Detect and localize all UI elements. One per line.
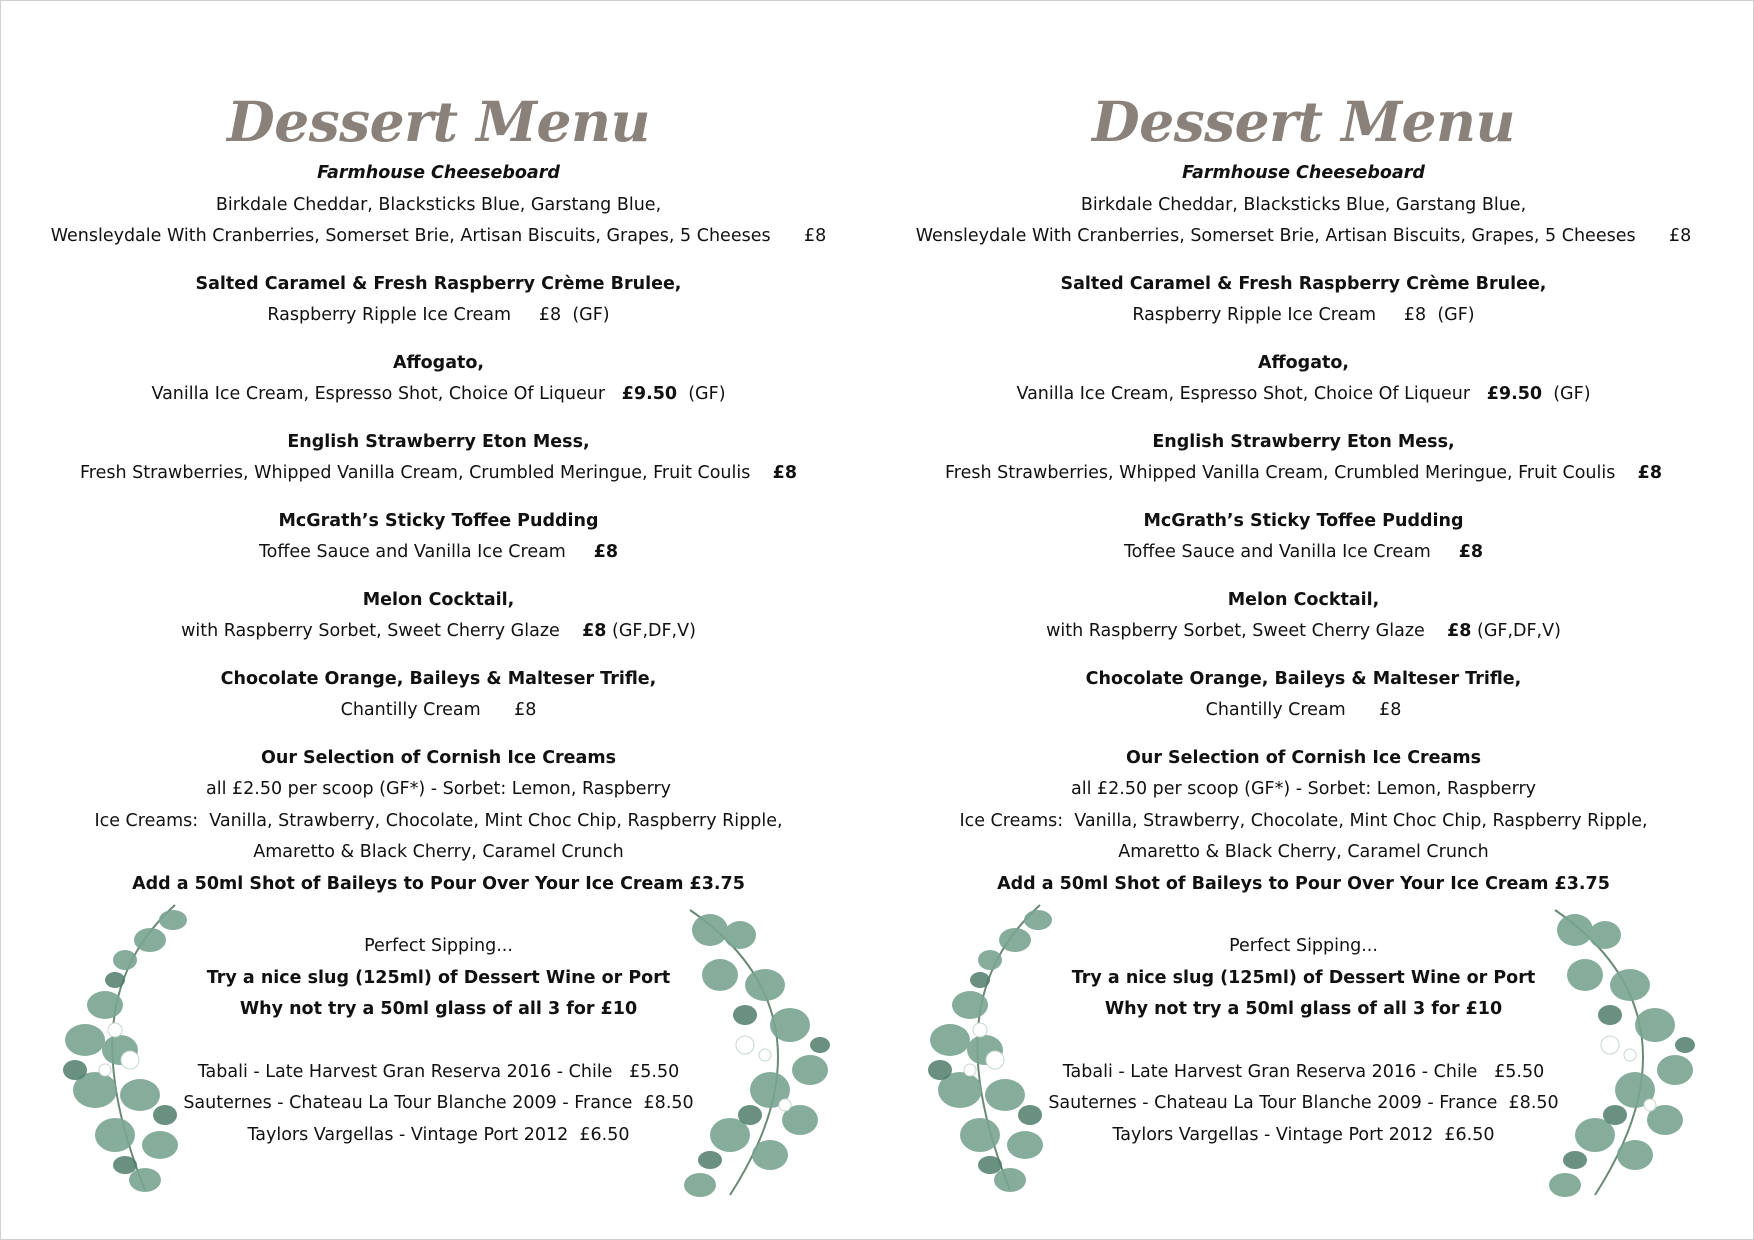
dietary-tag: (GF) [1437,305,1475,325]
item-name: Our Selection of Cornish Ice Creams [260,747,616,768]
dietary-tag: (GF) [572,305,610,325]
item-name: Affogato, [1257,352,1350,373]
item-price: £8 [593,542,619,562]
sipping-line: Why not try a 50ml glass of all 3 for £10 [239,999,638,1019]
item-price: £8 [1637,463,1662,483]
wine-item: Tabali - Late Harvest Gran Reserva 2016 - Chile £5.50 [1062,1061,1545,1082]
addon-note: Add a 50ml Shot of Baileys to Pour Over Your Ice Cream £3.75 [997,873,1610,894]
item-price: £8 [514,700,537,720]
item-price: £8 [538,305,562,325]
item-desc-text: Raspberry Ripple Ice Cream [267,305,512,325]
item-price: £8 [804,226,827,246]
item-name: Our Selection of Cornish Ice Creams [1125,747,1481,768]
item-name: Chocolate Orange, Baileys & Malteser Trifle, [1085,668,1522,689]
menu-title: Dessert Menu [227,89,650,154]
item-desc [865,695,1742,727]
item-name: English Strawberry Eton Mess, [1152,431,1455,452]
item-desc: Amaretto & Black Cherry, Caramel Crunch [1118,842,1489,862]
item-desc [865,616,1742,648]
menu-content [865,86,1742,1151]
item-price: £8 [1379,700,1402,720]
item-name: Affogato, [392,352,485,373]
sipping-line: Try a nice slug (125ml) of Dessert Wine or Port [1071,967,1536,988]
wine-item: Taylors Vargellas - Vintage Port 2012 £6.50 [1112,1124,1495,1145]
item-desc [865,458,1742,490]
item-name: Farmhouse Cheeseboard [317,163,560,183]
item-name: Chocolate Orange, Baileys & Malteser Trifle, [220,668,657,689]
item-desc-text: Toffee Sauce and Vanilla Ice Cream [1123,542,1431,562]
item-desc-text: Vanilla Ice Cream, Espresso Shot, Choice Of Liqueur [151,384,606,404]
wine-item: Sauternes - Chateau La Tour Blanche 2009 - France £8.50 [183,1093,694,1113]
item-desc [0,300,877,332]
sipping-intro: Perfect Sipping... [1229,936,1378,956]
item-desc [865,379,1742,411]
dietary-tag: (GF,DF,V) [1477,621,1561,641]
item-price: £8 [1458,542,1484,562]
item-desc-text: Toffee Sauce and Vanilla Ice Cream [258,542,566,562]
item-price: £8 [1403,305,1427,325]
item-desc: Amaretto & Black Cherry, Caramel Crunch [253,842,624,862]
menu-panel-right [865,0,1742,1240]
item-desc [0,379,877,411]
menu-content [0,86,877,1151]
item-desc: Ice Creams: Vanilla, Strawberry, Chocolate, Mint Choc Chip, Raspberry Ripple, [959,810,1648,831]
item-desc-text: Raspberry Ripple Ice Cream [1132,305,1377,325]
item-name: Salted Caramel & Fresh Raspberry Crème Brulee, [195,273,682,294]
dietary-tag: (GF) [1553,384,1591,404]
item-desc [865,221,1742,253]
item-desc [0,458,877,490]
item-name: McGrath’s Sticky Toffee Pudding [278,510,599,531]
item-name: English Strawberry Eton Mess, [287,431,590,452]
item-price: £8 [582,621,607,641]
item-desc: all £2.50 per scoop (GF*) - Sorbet: Lemon, Raspberry [205,779,672,799]
item-name: Melon Cocktail, [1227,589,1380,610]
item-price: £8 [772,463,797,483]
item-desc [0,221,877,253]
item-price: £9.50 [621,384,678,404]
addon-note: Add a 50ml Shot of Baileys to Pour Over Your Ice Cream £3.75 [132,873,745,894]
item-name: Salted Caramel & Fresh Raspberry Crème Brulee, [1060,273,1547,294]
item-name: McGrath’s Sticky Toffee Pudding [1143,510,1464,531]
item-desc: Birkdale Cheddar, Blacksticks Blue, Garstang Blue, [1080,194,1527,215]
sipping-intro: Perfect Sipping... [364,936,513,956]
dietary-tag: (GF) [688,384,726,404]
item-price: £8 [1669,226,1692,246]
sipping-line: Why not try a 50ml glass of all 3 for £10 [1104,999,1503,1019]
item-desc-text: Wensleydale With Cranberries, Somerset Brie, Artisan Biscuits, Grapes, 5 Cheeses [50,226,771,246]
sipping-line: Try a nice slug (125ml) of Dessert Wine or Port [206,967,671,988]
item-desc: all £2.50 per scoop (GF*) - Sorbet: Lemon, Raspberry [1070,779,1537,799]
item-desc-text: Fresh Strawberries, Whipped Vanilla Cream, Crumbled Meringue, Fruit Coulis [80,463,751,483]
dietary-tag: (GF,DF,V) [612,621,696,641]
wine-item: Sauternes - Chateau La Tour Blanche 2009 - France £8.50 [1048,1093,1559,1113]
item-desc-text: Vanilla Ice Cream, Espresso Shot, Choice Of Liqueur [1016,384,1471,404]
item-desc [0,537,877,569]
wine-item: Tabali - Late Harvest Gran Reserva 2016 - Chile £5.50 [197,1061,680,1082]
item-desc: Birkdale Cheddar, Blacksticks Blue, Garstang Blue, [215,194,662,215]
item-desc [865,537,1742,569]
item-desc-text: Chantilly Cream [1205,700,1346,720]
item-desc-text: with Raspberry Sorbet, Sweet Cherry Glaze [181,621,560,641]
item-desc-text: with Raspberry Sorbet, Sweet Cherry Glaze [1046,621,1425,641]
item-desc-text: Wensleydale With Cranberries, Somerset Brie, Artisan Biscuits, Grapes, 5 Cheeses [915,226,1636,246]
item-price: £9.50 [1486,384,1543,404]
item-name: Melon Cocktail, [362,589,515,610]
item-name: Farmhouse Cheeseboard [1182,163,1425,183]
menu-title: Dessert Menu [1092,89,1515,154]
item-desc: Ice Creams: Vanilla, Strawberry, Chocolate, Mint Choc Chip, Raspberry Ripple, [94,810,783,831]
item-desc-text: Fresh Strawberries, Whipped Vanilla Cream, Crumbled Meringue, Fruit Coulis [945,463,1616,483]
item-desc-text: Chantilly Cream [340,700,481,720]
wine-item: Taylors Vargellas - Vintage Port 2012 £6.50 [247,1124,630,1145]
item-desc [865,300,1742,332]
item-price: £8 [1447,621,1472,641]
item-desc [0,695,877,727]
item-desc [0,616,877,648]
